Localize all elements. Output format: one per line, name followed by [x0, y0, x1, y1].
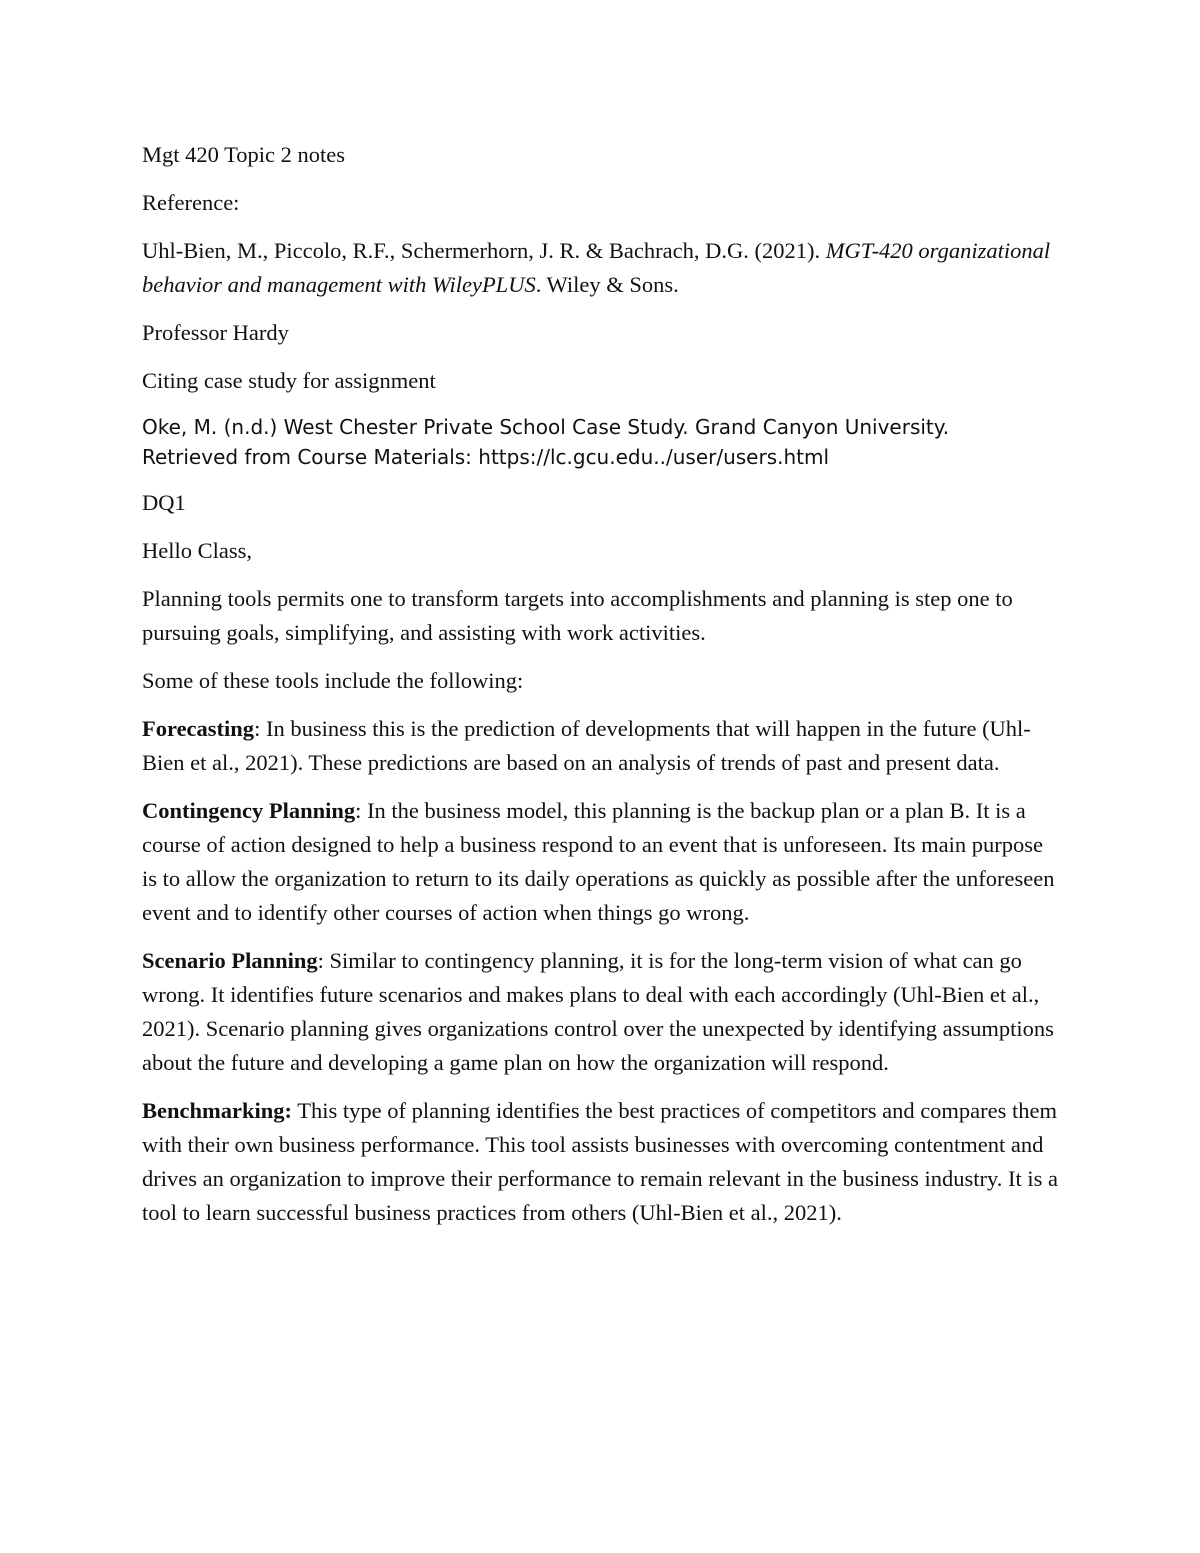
reference-authors: Uhl-Bien, M., Piccolo, R.F., Schermerhorn, J. R. & Bachrach, D.G. (2021).: [142, 238, 826, 263]
tool-term: Forecasting: [142, 716, 255, 741]
case-citation-line-2: Retrieved from Course Materials: https://lc.gcu.edu../user/users.html: [142, 445, 830, 469]
tool-scenario-planning: [142, 944, 1062, 1080]
intro-paragraph: Planning tools permits one to transform targets into accomplishments and planning is step one to pursuing goals, simplifying, and assisting with work activities.: [142, 586, 1013, 645]
tool-benchmarking: [142, 1094, 1062, 1230]
tool-description: This type of planning identifies the best practices of competitors and compares them with their own business performance. This tool assists businesses with overcoming contentment and drives an organization to improve their performance to remain relevant in the business industry. It is a tool to learn successful business practices from others (Uhl-Bien et al., 2021).: [142, 1098, 1058, 1225]
tool-colon: :: [317, 948, 324, 973]
professor-name: Professor Hardy: [142, 320, 289, 345]
document-body: [142, 138, 1062, 1230]
reference-citation: [142, 234, 1062, 302]
tool-colon: :: [254, 716, 261, 741]
tools-intro: Some of these tools include the following:: [142, 668, 524, 693]
tool-description: In the business model, this planning is the backup plan or a plan B. It is a course of action designed to help a business respond to an event that is unforeseen. Its main purpose is to allow the organization to return to its daily operations as quickly as possible after the unforeseen event and to identify other courses of action when things go wrong.: [142, 798, 1055, 925]
greeting: Hello Class,: [142, 538, 252, 563]
document-title: Mgt 420 Topic 2 notes: [142, 142, 346, 167]
reference-book-title: MGT-420 organizational behavior and management with WileyPLUS: [142, 238, 1051, 297]
reference-label: Reference:: [142, 190, 240, 215]
reference-publisher: . Wiley & Sons.: [535, 272, 679, 297]
tool-contingency-planning: [142, 794, 1062, 930]
case-citation-line-1: Oke, M. (n.d.) West Chester Private School Case Study. Grand Canyon University.: [142, 415, 950, 439]
tool-term: Scenario Planning: [142, 948, 318, 973]
citing-label: Citing case study for assignment: [142, 368, 436, 393]
tool-colon: :: [355, 798, 362, 823]
tool-term: Benchmarking:: [142, 1098, 293, 1123]
case-citation: [142, 412, 1062, 472]
dq-label: DQ1: [142, 490, 186, 515]
tool-term: Contingency Planning: [142, 798, 356, 823]
tool-forecasting: [142, 712, 1062, 780]
tool-description: In business this is the prediction of developments that will happen in the future (Uhl-Bien et al., 2021). These predictions are based on an analysis of trends of past and present data.: [142, 716, 1031, 775]
tool-description: Similar to contingency planning, it is for the long-term vision of what can go wrong. It identifies future scenarios and makes plans to deal with each accordingly (Uhl-Bien et al., 2021). Scenario planning gives organizations control over the unexpected by identifying assumptions about the future and developing a game plan on how the organization will respond.: [142, 948, 1054, 1075]
